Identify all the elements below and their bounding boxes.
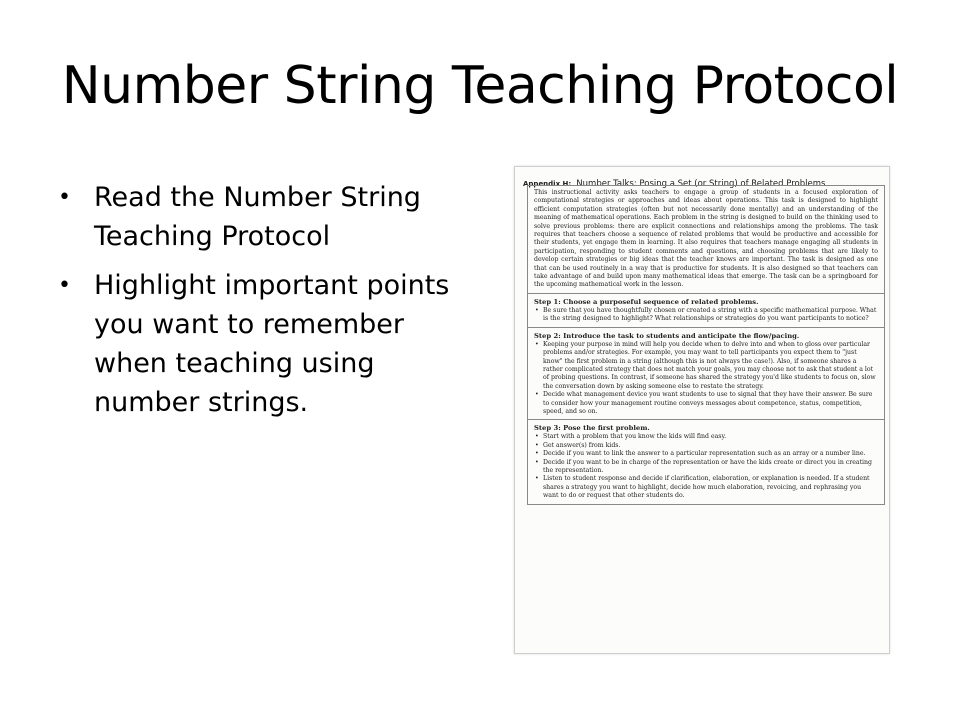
bullet-text: Highlight important points you want to remember when teaching using number strings. xyxy=(94,270,450,418)
appendix-label: Appendix H: xyxy=(523,180,572,188)
document-title: Number Talks: Posing a Set (or String) of Related Problems xyxy=(576,179,826,189)
bullet-dot-icon: • xyxy=(58,185,71,210)
bullet-list xyxy=(58,178,468,432)
step-item: • Listen to student response and decide if clarification, elaboration, or explanation is needed. If a student shares a strategy you want to highlight, decide how much elaboration, revoicing, and rephrasing you want to do or request that other students do. xyxy=(534,475,878,500)
intro-text: This instructional activity asks teachers to engage a group of students in a focused exploration of computational strategies or approaches and ideas about operations. This task is designed to highlight efficient computation strategies (often but not necessarily done mentally) and an understanding of the meaning of mathematical operations. Each problem in the string is designed to build on the thinking used to solve previous problems: there are explicit connections and relationships among the problems. The task requires that teachers choose a sequence of related problems that would be productive and accessible for their students, yet engage them in learning. It also requires that teachers manage engaging all students in participation, responding to student comments and questions, and choosing problems that are likely to develop certain strategies or big ideas that the teacher knows are important. The task is designed as one that can be used routinely in a way that is productive for students. It is also designed so that teachers can take advantage of and build upon many mathematical ideas that emerge. The task can be a springboard for the upcoming mathematical work in the lesson. xyxy=(534,189,878,289)
step-list xyxy=(534,341,878,417)
step-item: • Decide if you want to be in charge of the representation or have the kids create or direct you in creating the representation. xyxy=(534,459,878,476)
step-list xyxy=(534,433,878,500)
bullet-dot-icon: • xyxy=(58,273,71,298)
step-item: • Be sure that you have thoughtfully chosen or created a string with a specific mathematical purpose. What is the string designed to highlight? What relationships or strategies do you want participants to notice? xyxy=(534,307,878,324)
step-3-section xyxy=(528,420,884,503)
step-heading: Step 1: Choose a purposeful sequence of related problems. xyxy=(534,297,759,306)
step-item: • Start with a problem that you know the kids will find easy. xyxy=(534,433,878,441)
step-heading: Step 3: Pose the first problem. xyxy=(534,424,650,433)
step-list xyxy=(534,307,878,324)
step-item: • Decide if you want to link the answer to a particular representation such as an array or a number line. xyxy=(534,450,878,458)
step-item: • Get answer(s) from kids. xyxy=(534,442,878,450)
slide-title: Number String Teaching Protocol xyxy=(61,56,899,116)
step-1-section xyxy=(528,294,884,328)
step-item: • Decide what management device you want students to use to signal that they have their answer. Be sure to consider how your management routine conveys messages about competence, status, competition, speed, and so on. xyxy=(534,391,878,416)
document-table xyxy=(527,185,885,505)
bullet-item xyxy=(58,178,468,256)
protocol-document-image xyxy=(514,166,890,654)
intro-section xyxy=(528,186,884,294)
step-2-section xyxy=(528,328,884,421)
bullet-text: Read the Number String Teaching Protocol xyxy=(94,182,421,252)
step-heading: Step 2: Introduce the task to students and anticipate the flow/pacing. xyxy=(534,331,800,340)
step-item: • Keeping your purpose in mind will help you decide when to delve into and when to gloss over particular problems and/or strategies. For example, you may want to tell participants you expect them to "just know" the first problem in a string (although this is not always the case!). Also, if someone shares a rather complicated strategy that does not match your goals, you may choose not to ask that student a lot of probing questions. In contrast, if someone has shared the strategy you'd like students to focus on, slow the conversation down by asking someone else to restate the strategy. xyxy=(534,341,878,391)
bullet-item xyxy=(58,266,468,422)
